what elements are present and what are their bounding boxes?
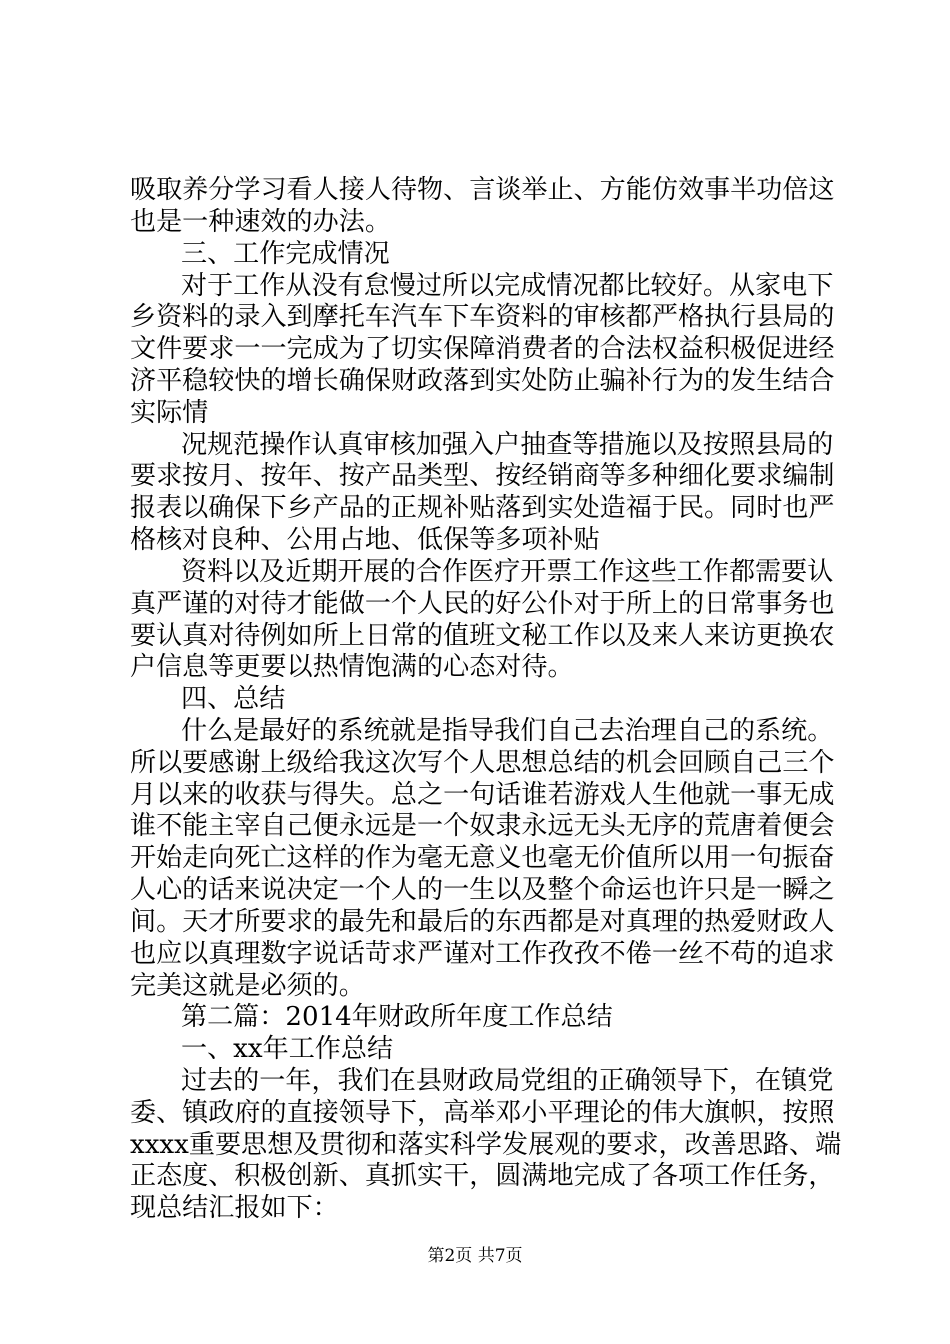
paragraph-line: 委、镇政府的直接领导下，高举邓小平理论的伟大旗帜，按照 xyxy=(130,1097,835,1128)
paragraph-line: 也应以真理数字说话苛求严谨对工作孜孜不倦一丝不苟的追求 xyxy=(130,938,835,969)
paragraph-line: 乡资料的录入到摩托车汽车下车资料的审核都严格执行县局的 xyxy=(130,302,835,333)
chapter-heading: 第二篇：2014年财政所年度工作总结 xyxy=(181,1002,613,1033)
paragraph-line: 要认真对待例如所上日常的值班文秘工作以及来人来访更换农 xyxy=(130,620,835,651)
paragraph-line: 开始走向死亡这样的作为毫无意义也毫无价值所以用一句振奋 xyxy=(130,843,835,874)
paragraph-line: 要求按月、按年、按产品类型、按经销商等多种细化要求编制 xyxy=(130,461,835,492)
paragraph-line: 对于工作从没有怠慢过所以完成情况都比较好。从家电下 xyxy=(181,270,834,301)
section-heading: 三、工作完成情况 xyxy=(181,238,390,269)
paragraph-line: 资料以及近期开展的合作医疗开票工作这些工作都需要认 xyxy=(181,556,834,587)
paragraph-line: 过去的一年，我们在县财政局党组的正确领导下，在镇党 xyxy=(181,1065,834,1096)
paragraph-line: 格核对良种、公用占地、低保等多项补贴 xyxy=(130,525,600,555)
paragraph-line: 报表以确保下乡产品的正规补贴落到实处造福于民。同时也严 xyxy=(130,493,835,524)
paragraph-line: 月以来的收获与得失。总之一句话谁若游戏人生他就一事无成 xyxy=(130,779,835,810)
paragraph-line: 所以要感谢上级给我这次写个人思想总结的机会回顾自己三个 xyxy=(130,747,835,778)
paragraph-line: 人心的话来说决定一个人的一生以及整个命运也许只是一瞬之 xyxy=(130,875,835,905)
paragraph-line: 谁不能主宰自己便永远是一个奴隶永远无头无序的荒唐着便会 xyxy=(130,811,835,842)
paragraph-line: 什么是最好的系统就是指导我们自己去治理自己的系统。 xyxy=(181,715,834,746)
paragraph-line: 间。天才所要求的最先和最后的东西都是对真理的热爱财政人 xyxy=(130,906,835,937)
paragraph-line: 真严谨的对待才能做一个人民的好公仆对于所上的日常事务也 xyxy=(130,588,835,619)
paragraph-line: 完美这就是必须的。 xyxy=(130,970,365,1001)
paragraph-line: 现总结汇报如下： xyxy=(130,1193,339,1224)
paragraph-line: 济平稳较快的增长确保财政落到实处防止骗补行为的发生结合 xyxy=(130,365,835,396)
paragraph-line: 吸取养分学习看人接人待物、言谈举止、方能仿效事半功倍这 xyxy=(130,175,835,205)
paragraph-line: 正态度、积极创新、真抓实干，圆满地完成了各项工作任务， xyxy=(130,1161,835,1192)
paragraph-line: 也是一种速效的办法。 xyxy=(130,206,391,237)
paragraph-line: 实际情 xyxy=(130,397,209,428)
paragraph-line: 文件要求一一完成为了切实保障消费者的合法权益积极促进经 xyxy=(130,334,835,365)
paragraph-line: 户信息等更要以热情饱满的心态对待。 xyxy=(130,652,574,683)
page-number-footer: 第2页 共7页 xyxy=(427,1246,523,1266)
section-heading: 一、xx年工作总结 xyxy=(181,1034,394,1065)
section-heading: 四、总结 xyxy=(181,684,286,715)
paragraph-line: 况规范操作认真审核加强入户抽查等措施以及按照县局的 xyxy=(181,429,834,460)
paragraph-line: xxxx重要思想及贯彻和落实科学发展观的要求，改善思路、端 xyxy=(130,1129,842,1160)
